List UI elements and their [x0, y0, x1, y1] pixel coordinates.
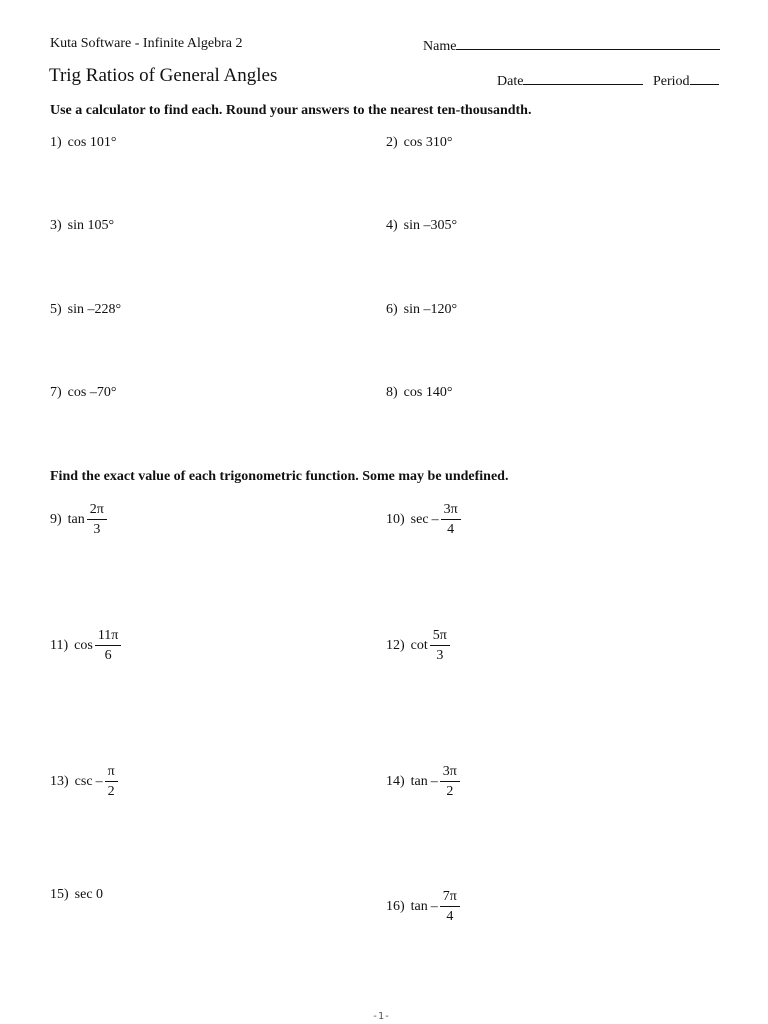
problem-expression: cos 310°: [403, 135, 453, 150]
trig-function: tan: [67, 511, 85, 527]
worksheet-title: Trig Ratios of General Angles: [49, 65, 278, 86]
problem-expression: sin 105°: [67, 218, 115, 233]
trig-function: sec 0: [74, 887, 104, 902]
problem-11: [50, 628, 121, 663]
fraction: [87, 502, 107, 537]
problem-3: [50, 218, 114, 234]
problem-10: [386, 502, 461, 537]
fraction: [440, 889, 460, 924]
numerator: 3π: [440, 764, 460, 782]
problem-expression: sin –305°: [403, 218, 458, 233]
problem-number: 15): [50, 887, 69, 902]
denominator: 2: [107, 784, 115, 799]
problem-expression: cos –70°: [67, 385, 117, 400]
problem-number: 1): [50, 135, 62, 150]
problem-number: 8): [386, 385, 398, 400]
date-blank[interactable]: [523, 71, 643, 85]
negative-sign: –: [430, 773, 438, 789]
denominator: 2: [446, 784, 454, 799]
period-label: Period: [653, 74, 690, 89]
numerator: 11π: [95, 628, 122, 646]
negative-sign: –: [431, 511, 439, 527]
problem-2: [386, 135, 452, 151]
fraction: [95, 628, 122, 663]
denominator: 4: [446, 909, 454, 924]
problem-1: [50, 135, 116, 151]
period-blank[interactable]: [690, 71, 719, 85]
problem-8: [386, 385, 452, 401]
problem-expression: sin –120°: [403, 302, 458, 317]
trig-function: tan: [410, 773, 428, 789]
trig-function: tan: [410, 898, 428, 914]
trig-function: cot: [410, 637, 428, 653]
problem-12: [386, 628, 450, 663]
numerator: π: [105, 764, 118, 782]
problem-15: [50, 887, 104, 903]
section-2-instructions: Find the exact value of each trigonometric function. Some may be undefined.: [50, 469, 509, 484]
name-field[interactable]: [423, 36, 720, 55]
fraction: [441, 502, 461, 537]
problem-number: 13): [50, 773, 69, 789]
problem-number: 11): [50, 637, 69, 653]
denominator: 3: [93, 522, 101, 537]
section-1-instructions: Use a calculator to find each. Round your answers to the nearest ten-thousandth.: [50, 103, 532, 118]
problem-number: 14): [386, 773, 405, 789]
name-blank[interactable]: [456, 36, 720, 50]
fraction: [430, 628, 450, 663]
problem-number: 4): [386, 218, 398, 233]
denominator: 3: [436, 648, 444, 663]
fraction: [105, 764, 118, 799]
publisher-line: Kuta Software - Infinite Algebra 2: [50, 36, 243, 51]
problem-expression: cos 140°: [403, 385, 453, 400]
problem-number: 3): [50, 218, 62, 233]
date-label: Date: [497, 74, 524, 89]
problem-number: 16): [386, 898, 405, 914]
problem-14: [386, 764, 460, 799]
trig-function: cos: [74, 637, 93, 653]
negative-sign: –: [430, 898, 438, 914]
problem-number: 2): [386, 135, 398, 150]
problem-13: [50, 764, 118, 799]
problem-number: 12): [386, 637, 405, 653]
date-field[interactable]: [497, 71, 643, 90]
problem-expression: cos 101°: [67, 135, 117, 150]
numerator: 3π: [441, 502, 461, 520]
problem-number: 6): [386, 302, 398, 317]
problem-number: 7): [50, 385, 62, 400]
page-number: -1-: [372, 1011, 391, 1022]
problem-5: [50, 302, 121, 318]
trig-function: sec: [410, 511, 429, 527]
fraction: [440, 764, 460, 799]
trig-function: csc: [74, 773, 93, 789]
problem-6: [386, 302, 457, 318]
problem-4: [386, 218, 457, 234]
name-label: Name: [423, 39, 457, 54]
problem-16: [386, 889, 460, 924]
problem-number: 9): [50, 511, 62, 527]
problem-7: [50, 385, 116, 401]
problem-expression: sin –228°: [67, 302, 122, 317]
numerator: 5π: [430, 628, 450, 646]
numerator: 7π: [440, 889, 460, 907]
problem-number: 10): [386, 511, 405, 527]
denominator: 4: [447, 522, 455, 537]
negative-sign: –: [95, 773, 103, 789]
denominator: 6: [104, 648, 112, 663]
problem-number: 5): [50, 302, 62, 317]
problem-9: [50, 502, 107, 537]
period-field[interactable]: [653, 71, 719, 90]
numerator: 2π: [87, 502, 107, 520]
